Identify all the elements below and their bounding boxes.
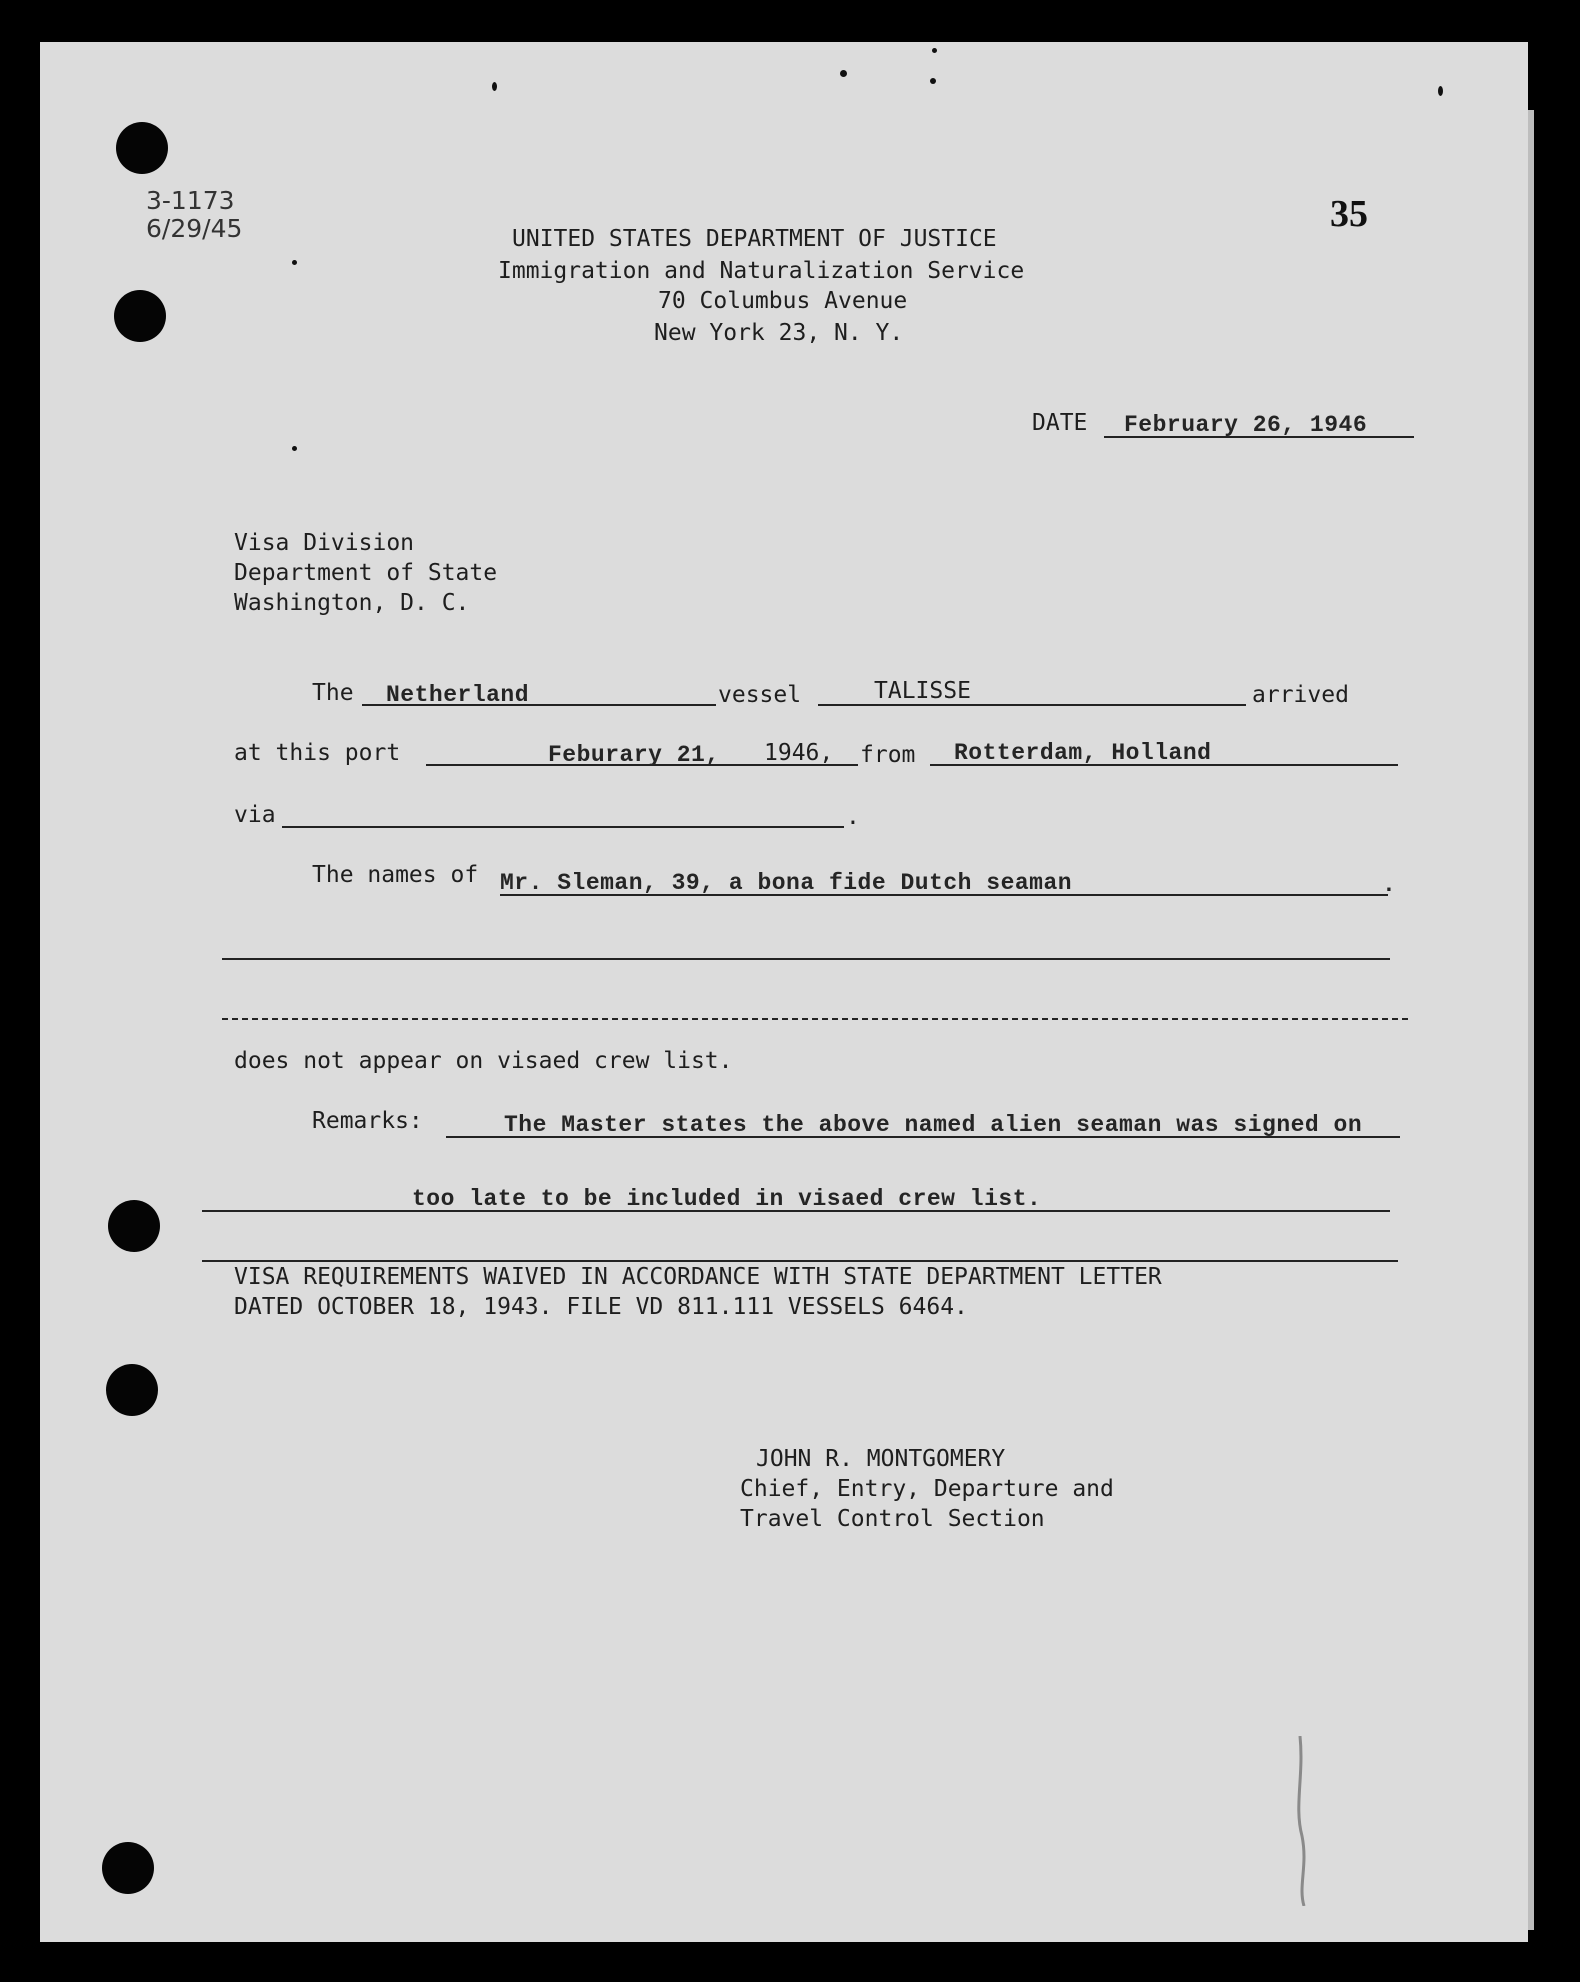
port-label: at this port xyxy=(234,740,401,766)
arrival-date-value: Feburary 21, xyxy=(548,742,720,768)
origin-value: Rotterdam, Holland xyxy=(954,740,1212,766)
signatory-title-1: Chief, Entry, Departure and xyxy=(740,1476,1114,1502)
addressee-department: Department of State xyxy=(234,560,498,586)
waiver-text-1: VISA REQUIREMENTS WAIVED IN ACCORDANCE WITH STATE DEPARTMENT LETTER xyxy=(234,1264,1162,1290)
nationality-value: Netherland xyxy=(386,682,530,708)
punch-hole xyxy=(114,290,166,342)
arrived-label: arrived xyxy=(1252,682,1349,708)
letterhead-street: 70 Columbus Avenue xyxy=(658,288,908,314)
remarks-label: Remarks: xyxy=(312,1108,423,1134)
via-label: via xyxy=(234,802,276,828)
date-value: February 26, 1946 xyxy=(1124,412,1368,438)
page-edge xyxy=(1528,110,1534,1930)
ink-speck xyxy=(932,48,937,53)
signatory-name: JOHN R. MONTGOMERY xyxy=(756,1446,1006,1472)
signatory-title-2: Travel Control Section xyxy=(740,1506,1045,1532)
addressee-division: Visa Division xyxy=(234,530,415,556)
ink-speck xyxy=(492,82,497,91)
names-continuation-line xyxy=(222,1018,1408,1020)
vessel-label: vessel xyxy=(718,682,802,708)
ink-speck xyxy=(1438,86,1443,96)
punch-hole xyxy=(108,1200,160,1252)
punch-hole xyxy=(102,1842,154,1894)
the-label: The xyxy=(312,680,354,706)
date-label: DATE xyxy=(1032,410,1088,436)
ink-speck xyxy=(292,260,297,265)
names-value: Mr. Sleman, 39, a bona fide Dutch seaman xyxy=(500,870,1073,896)
page-number: 35 xyxy=(1330,193,1368,235)
arrival-year: 1946, xyxy=(764,740,834,766)
names-continuation-line xyxy=(222,958,1390,960)
does-not-appear-text: does not appear on visaed crew list. xyxy=(234,1048,733,1074)
names-label: The names of xyxy=(312,862,479,888)
names-period: . xyxy=(1382,872,1397,898)
vessel-name-value: TALISSE xyxy=(874,678,971,704)
ink-speck xyxy=(930,78,936,84)
punch-hole xyxy=(116,122,168,174)
waiver-text-2: DATED OCTOBER 18, 1943. FILE VD 811.111 VESSELS 6464. xyxy=(234,1294,968,1320)
letterhead-city: New York 23, N. Y. xyxy=(654,320,904,346)
addressee-city: Washington, D. C. xyxy=(234,590,470,616)
remarks-text-2: too late to be included in visaed crew list. xyxy=(412,1186,1042,1212)
letterhead-department: UNITED STATES DEPARTMENT OF JUSTICE xyxy=(512,226,997,252)
file-number-note: 3-1173 xyxy=(146,186,235,215)
remarks-text-1: The Master states the above named alien seaman was signed on xyxy=(504,1112,1363,1138)
via-line xyxy=(282,826,844,828)
paper-crease xyxy=(1286,1736,1316,1906)
ink-speck xyxy=(292,446,297,451)
from-label: from xyxy=(860,742,916,768)
via-period: . xyxy=(846,804,860,830)
letterhead-service: Immigration and Naturalization Service xyxy=(498,258,1025,284)
file-date-note: 6/29/45 xyxy=(146,214,243,243)
punch-hole xyxy=(106,1364,158,1416)
ink-speck xyxy=(840,70,847,77)
